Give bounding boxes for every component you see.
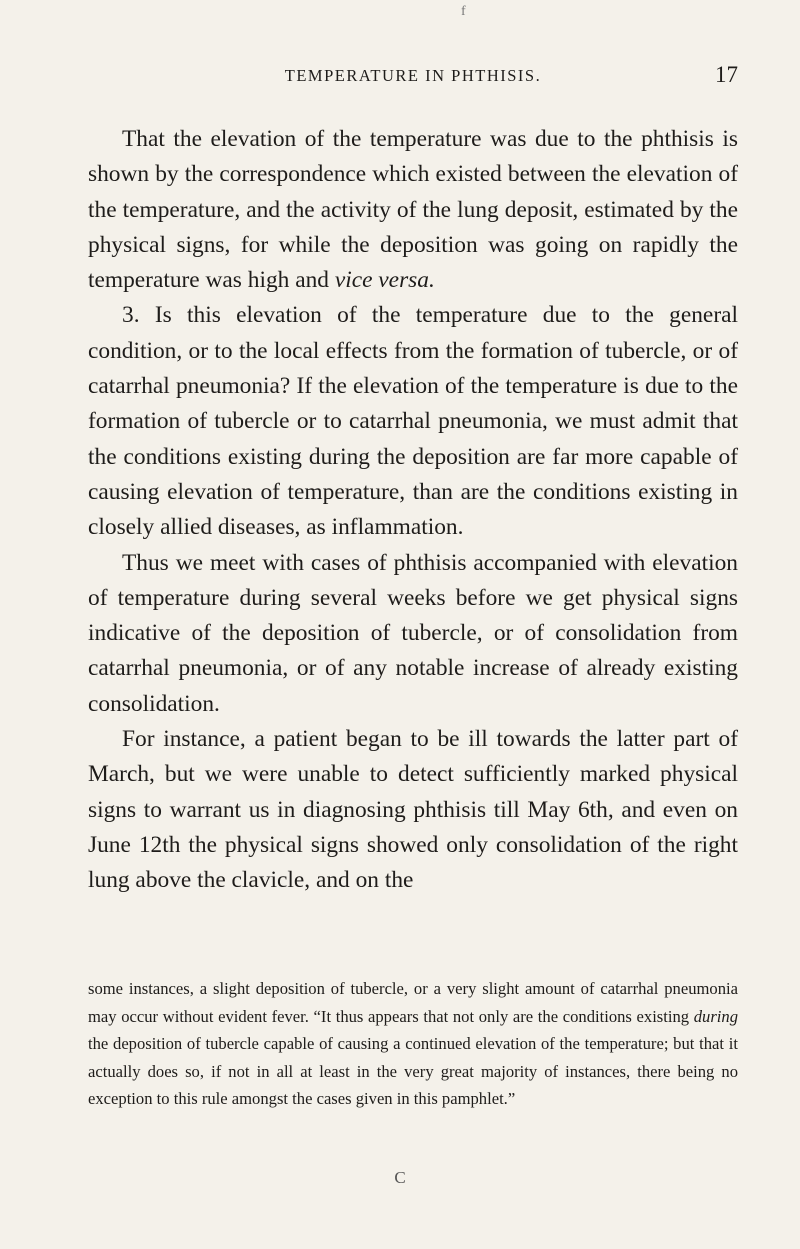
footnote-text-b: the deposition of tubercle capable of causing a continued elevation of the temperature; but that it actually does so, if not in all at least in the very great majority of instances, there being no exception to this rule amongst the cases given in this pamphlet.”	[88, 1034, 738, 1108]
paragraph-1	[88, 122, 738, 298]
page-number: 17	[715, 62, 738, 87]
paragraph-4: For instance, a patient began to be ill towards the latter part of March, but we were unable to detect sufficiently marked physical signs to warrant us in diagnosing phthisis till May 6th, and even on June 12th the physical signs showed only consolidation of the right lung above the clavicle, and on the	[88, 726, 738, 894]
paragraph-1-text: That the elevation of the temperature was due to the phthisis is shown by the correspondence which existed between the elevation of the temperature, and the activity of the lung deposit, estimated by the physical signs, for while the deposition was going on rapidly the temperature was high and	[88, 126, 738, 294]
paragraph-3: Thus we meet with cases of phthisis accompanied with elevation of temperature during several weeks before we get physical signs indicative of the deposition of tubercle, or of consolidation from catarrhal pneumonia, or of any notable increase of already existing consolidation.	[88, 549, 738, 717]
signature-mark: C	[394, 1168, 406, 1187]
paragraph-1-italic: vice versa.	[334, 267, 435, 294]
footnote-text-a: some instances, a slight deposition of tubercle, or a very slight amount of catarrhal pneumonia may occur without evident fever. “It thus appears that not only are the conditions existing	[88, 979, 738, 1026]
footnote-paragraph	[88, 975, 738, 1113]
body-text	[88, 122, 738, 899]
running-head: TEMPERATURE IN PHTHISIS.	[284, 66, 542, 85]
page-header	[88, 62, 738, 92]
footnote	[88, 975, 738, 1113]
footnote-italic: during	[693, 1006, 738, 1026]
page-mark: f	[461, 4, 466, 19]
paragraph-2: 3. Is this elevation of the temperature due to the general condition, or to the local effects from the formation of tubercle, or of catarrhal pneumonia? If the elevation of the temperature is due to the formation of tubercle or to catarrhal pneumonia, we must admit that the conditions existing during the deposition are far more capable of causing elevation of temperature, than are the conditions existing in closely allied diseases, as inflammation.	[88, 302, 738, 541]
